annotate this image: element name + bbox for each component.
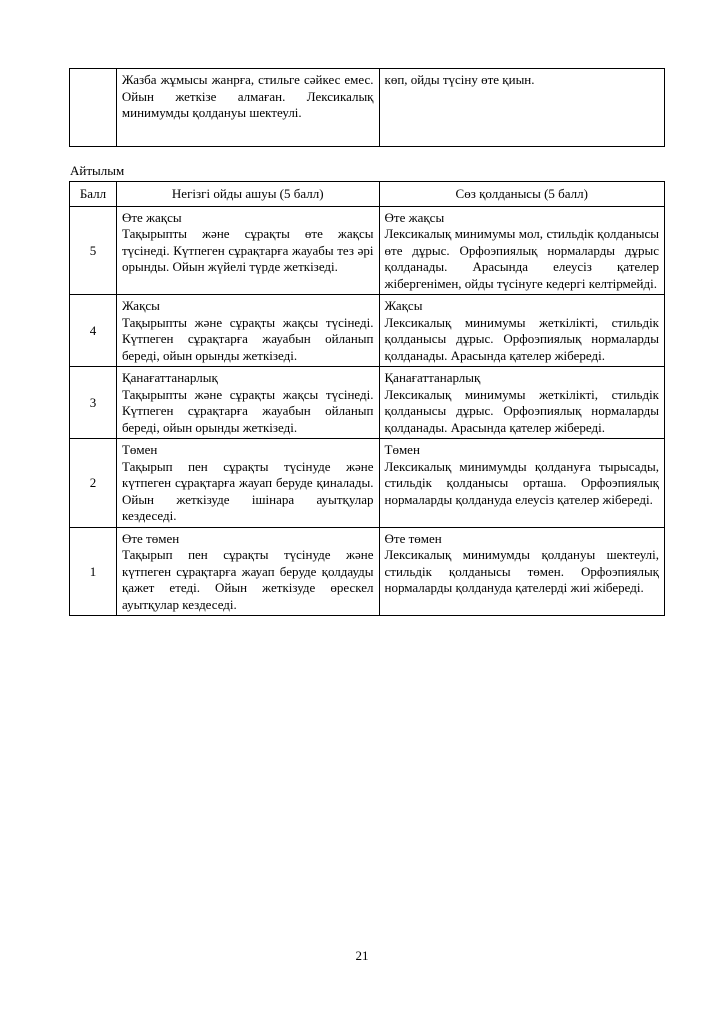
level-label: Өте төмен (121, 530, 180, 546)
level-label: Өте жақсы (384, 209, 445, 225)
word-usage-cell (379, 367, 664, 439)
empty-score-cell (70, 69, 117, 147)
column-header-main-idea: Негізгі ойды ашуы (5 балл) (116, 182, 379, 207)
section-title: Айтылым (70, 163, 125, 178)
level-label: Төмен (121, 442, 158, 457)
score-cell: 3 (70, 367, 117, 439)
criteria-text: Лексикалық минимумды қолдануға тырысады, стильдік қолданысы орташа. Орфоэпиялық нормаларды қолдануда елеусіз қателер жібереді. (384, 458, 659, 507)
criteria-text: Тақырып пен сұрақты түсінуде және күтпеген сұрақтарға жауап беруде қолдауды қажет етеді. Ойын жеткізуде өрескел ауытқулар кездеседі. (121, 547, 374, 612)
table-row (70, 527, 665, 616)
table-row (70, 295, 665, 367)
main-idea-cell (116, 367, 379, 439)
criteria-text: Лексикалық минимумы мол, стильдік қолданысы өте дұрыс. Орфоэпиялық нормаларды дұрыс қолданады. Арасында елеусіз қателер жібергенімен, ойды түсінуге кедергі келтірмейді. (384, 226, 659, 291)
table-cell: Жазба жұмысы жанрға, стильге сәйкес емес. Ойын жеткізе алмаған. Лексикалық минимумды қолдануы шектеулі. (116, 69, 379, 147)
score-cell: 4 (70, 295, 117, 367)
word-usage-cell (379, 527, 664, 616)
page-number: 21 (355, 948, 369, 963)
criteria-text: Тақырыпты және сұрақты өте жақсы түсінеді. Күтпеген сұрақтарға жауабы тез әрі орынды. Ойын жүйелі түрде жеткізеді. (121, 226, 374, 274)
level-label: Қанағаттанарлық (121, 370, 218, 385)
speaking-rubric-table (69, 181, 665, 616)
level-label: Жақсы (121, 298, 160, 313)
criteria-text: Лексикалық минимумды қолдануы шектеулі, стильдік қолданысы төмен. Орфоэпиялық нормаларды қолдануда қателерді жиі жібереді. (384, 547, 659, 595)
word-usage-cell (379, 439, 664, 528)
level-label: Төмен (384, 442, 420, 457)
word-usage-cell (379, 206, 664, 295)
main-idea-cell (116, 206, 379, 295)
level-label: Жақсы (384, 298, 423, 313)
criteria-text: Лексикалық минимумы жеткілікті, стильдік қолданысы дұрыс. Орфоэпиялық нормаларды қолданады. Арасында қателер жібереді. (384, 314, 659, 363)
score-cell: 5 (70, 206, 117, 295)
level-label: Қанағаттанарлық (384, 370, 481, 385)
table-row (70, 367, 665, 439)
column-header-word-usage: Сөз қолданысы (5 балл) (379, 182, 664, 207)
column-header-score: Балл (70, 182, 117, 207)
score-cell: 2 (70, 439, 117, 528)
main-idea-cell (116, 439, 379, 528)
level-label: Өте төмен (384, 530, 442, 546)
criteria-text: Тақырыпты және сұрақты жақсы түсінеді. Күтпеген сұрақтарға жауабын ойланып береді, ойын орынды жеткізеді. (121, 386, 374, 435)
table-row (70, 439, 665, 528)
main-idea-cell (116, 295, 379, 367)
score-cell: 1 (70, 527, 117, 616)
criteria-text: Тақырып пен сұрақты түсінуде және күтпеген сұрақтарға жауап беруде қиналады. Ойын жеткізуде ішінара ауытқулар кездеседі. (121, 458, 374, 523)
level-label: Өте жақсы (121, 209, 182, 225)
table-header-row (70, 182, 665, 207)
criteria-text: Лексикалық минимумы жеткілікті, стильдік қолданысы дұрыс. Орфоэпиялық нормаларды қолданады. Арасында қателер жібереді. (384, 386, 659, 435)
table-row (70, 69, 665, 147)
table-row (70, 206, 665, 295)
main-idea-cell (116, 527, 379, 616)
criteria-text: Тақырыпты және сұрақты жақсы түсінеді. Күтпеген сұрақтарға жауабын ойланып береді, ойын орынды жеткізеді. (121, 314, 374, 363)
table-cell: көп, ойды түсіну өте қиын. (379, 69, 665, 147)
continued-table (69, 68, 665, 147)
word-usage-cell (379, 295, 664, 367)
